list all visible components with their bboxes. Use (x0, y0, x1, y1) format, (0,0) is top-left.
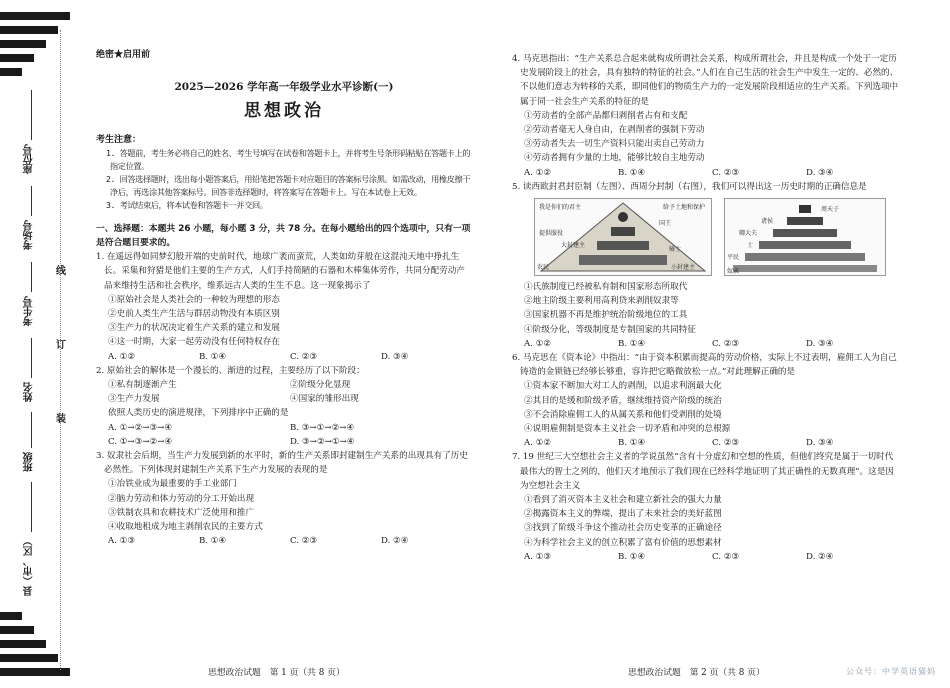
fig-caption: 卿大夫 (739, 230, 758, 238)
name-label: 姓名 (24, 382, 35, 402)
question-lead: 依照人类历史的演进规律，下列排序中正确的是 (108, 408, 289, 419)
notice-title: 考生注意： (96, 134, 142, 145)
fig-caption: 给予土地和保护 (663, 204, 706, 212)
student-info-binding (22, 90, 48, 630)
fill-line (31, 90, 32, 140)
choice-c: C. ②③ (712, 551, 740, 562)
stripe (0, 68, 22, 76)
notice-item: 2. 回答选择题时，选出每小题答案后，用铅笔把答题卡对应题目的答案标号涂黑。如需改动，用橡皮擦干净后，再选涂其他答案标号。回答非选择题时，将答案写在答题卡上。写在本试卷上无效。 (106, 173, 471, 197)
fig-caption: 奴隶 (727, 268, 740, 276)
question-stem: 1. 在遥远得如同梦幻般开端的史前时代，地球广袤而蛮荒，人类如幼芽般在这混沌天地中挣扎生长。采集和狩猎是他们主要的生产方式，人们手持简陋的石器和木棒集体劳作，共同分配劳动产品来维持生活和社会秩序，维系远古人类的生生不息。这一现象揭示了 (96, 252, 465, 291)
choice-b: B. ①④ (618, 167, 646, 178)
choice-c: C. ②③ (290, 351, 318, 362)
option: ④劳动者拥有少量的土地，能够比较自主地劳动 (524, 153, 705, 164)
option: ②史前人类生产生活与群居动物没有本质区别 (108, 309, 280, 320)
question-4 (512, 52, 900, 180)
stripe (0, 612, 22, 620)
choice-a: A. ①② (108, 351, 136, 362)
stage: ④国家的雏形出现 (290, 394, 359, 405)
option: ④阶级分化，等级制度是专制国家的共同特征 (524, 324, 696, 335)
question-6 (512, 351, 900, 450)
fill-line (31, 262, 32, 292)
stripe (0, 654, 58, 662)
seat-label: 座位号 (24, 144, 35, 174)
notice-item: 3. 考试结束后，将本试卷和答题卡一并交回。 (106, 199, 268, 210)
choice-c: C. ②③ (712, 438, 740, 449)
answer-choices (512, 337, 900, 351)
fig-caption: 农民 (537, 264, 550, 272)
choice-a: A. ①② (524, 338, 552, 349)
choice-a: A. ①② (524, 167, 552, 178)
answer-choices (512, 436, 900, 450)
exam-room-label: 考场号 (24, 220, 35, 250)
fig-caption: 平民 (727, 254, 740, 262)
question-1 (96, 250, 472, 364)
footer-right: 思想政治试题 第 2 页（共 8 页） (628, 668, 765, 678)
choice-d: D. ③④ (806, 167, 834, 178)
question-stem: 4. 马克思指出：“生产关系总合起来就构成所谓社会关系，构成所谓社会，并且是构成一个处于一定历史发展阶段上的社会，具有独特的特征的社会。”人们在自己生活的社会生产中发生一定的、必然的、不以他们意志为转移的关系，即同他们的物质生产力的一定发展阶段相适应的生产关系。下列选项中属于同一社会生产关系的特征的是 (512, 54, 899, 107)
question-stem: 6. 马克思在《资本论》中指出：“由于资本积累而提高的劳动价格，实际上不过表明，雇佣工人为自己铸造的金锁链已经够长够重，容许把它略微放松一点。”对此理解正确的是 (512, 353, 897, 378)
stage: ③生产力发展 (108, 394, 160, 405)
choice-a: A. ①→②→③→④ (108, 422, 173, 433)
choice-a: A. ①③ (524, 551, 552, 562)
question-7 (512, 450, 900, 564)
option: ③找到了阶级斗争这个推动社会历史变革的正确途径 (524, 523, 722, 534)
fig-caption: 士 (747, 242, 754, 250)
option: ②揭露资本主义的弊端，提出了未来社会的美好蓝图 (524, 509, 722, 520)
option: ①看到了消灭资本主义社会和建立新社会的强大力量 (524, 495, 722, 506)
stripe (0, 12, 70, 20)
option: ③生产力的状况决定着生产关系的建立和发展 (108, 323, 280, 334)
section-heading: 一、选择题：本题共 26 小题，每小题 3 分，共 78 分。在每小题给出的四个选项中，只有一项是符合题目要求的。 (96, 223, 471, 249)
choice-c: C. ①→③→②→④ (108, 436, 173, 447)
fig-caption: 国王 (659, 220, 672, 228)
subject-title: 思想政治 (244, 101, 324, 122)
choice-d: D. ③④ (806, 338, 834, 349)
exam-number-label: 考生号 (24, 296, 35, 326)
choice-d: D. ②④ (381, 536, 409, 547)
option: ③国家机器不再是维护统治阶级地位的工具 (524, 310, 688, 321)
fig-caption: 大封建主 (561, 242, 586, 250)
fig-caption: 小封建主 (671, 264, 696, 272)
footer-left: 思想政治试题 第 1 页（共 8 页） (208, 668, 345, 678)
stripe (0, 54, 34, 62)
option: ②劳动者毫无人身自由，在剥削者的强制下劳动 (524, 125, 705, 136)
pyramid-illustration (535, 199, 711, 275)
choice-b: B. ③→①→②→④ (290, 422, 355, 433)
notice-item: 1. 答题前，考生务必将自己的姓名、考生号填写在试卷和答题卡上，并将考生号条形码粘贴在答题卡上的指定位置。 (106, 147, 471, 171)
question-stem: 2. 原始社会的解体是一个漫长的、渐进的过程，主要经历了以下阶段： (96, 365, 365, 376)
option: ④这一时期，大家一起劳动没有任何特权存在 (108, 337, 280, 348)
question-2 (96, 364, 472, 449)
choice-d: D. ②④ (806, 551, 834, 562)
stage: ①私有制逐渐产生 (108, 380, 177, 391)
choice-b: B. ①④ (199, 351, 227, 362)
answer-choices (512, 166, 900, 180)
option: ④说明雇佣制是资本主义社会一切矛盾和冲突的总根源 (524, 424, 731, 435)
choice-c: C. ②③ (712, 167, 740, 178)
line-mark: 线 (56, 266, 66, 277)
page-left (96, 48, 472, 548)
option: ①劳动者的全部产品都归剥削者占有和支配 (524, 110, 688, 121)
option: ②地主阶级主要利用高利贷来剥削奴隶等 (524, 296, 679, 307)
enfeoffment-illustration (725, 199, 885, 275)
option: ①原始社会是人类社会的一种较为理想的形态 (108, 294, 280, 305)
answer-choices (96, 350, 472, 364)
choice-c: C. ②③ (712, 338, 740, 349)
exam-title: 2025—2026 学年高一年级学业水平诊断(一) (174, 81, 394, 94)
answer-choices (96, 421, 472, 449)
option: ③不会消除雇佣工人的从属关系和他们受剥削的处境 (524, 409, 722, 420)
option: ②其目的是缓和阶级矛盾，继续维持资产阶级的统治 (524, 395, 722, 406)
stripe (0, 640, 46, 648)
stage: ②阶级分化显现 (290, 380, 351, 391)
fig-caption: 骑士 (669, 246, 682, 254)
option: ②脑力劳动和体力劳动的分工开始出现 (108, 493, 255, 504)
answer-choices (96, 534, 472, 548)
fig-caption: 我是你们的君主 (539, 204, 582, 212)
question-5 (512, 180, 900, 351)
choice-d: D. ③④ (806, 438, 834, 449)
fig-caption: 提供服役 (539, 230, 564, 238)
choice-b: B. ①④ (618, 551, 646, 562)
fill-line (31, 338, 32, 378)
answer-choices (512, 550, 900, 564)
option: ④收取地租成为地主剥削农民的主要方式 (108, 522, 263, 533)
stripe (0, 40, 46, 48)
fill-line (31, 482, 32, 532)
option: ①冶铁业成为最重要的手工业部门 (108, 479, 237, 490)
feudal-pyramid-figure (534, 198, 712, 276)
question-stem: 7. 19 世纪三大空想社会主义者的学说虽然“含有十分虚幻和空想的性质，但他们终究是属于一切时代最伟大的智士之列的，他们天才地预示了我们现在已经科学地证明了其正确性的无数真理”。这是因为空想社会主义 (512, 452, 894, 491)
ding-mark: 订 (56, 340, 66, 351)
county-label: 县（市、区） (24, 536, 35, 596)
page-right (512, 52, 900, 564)
stripe (0, 26, 58, 34)
option: ③劳动者失去一切生产资料只能出卖自己劳动力 (524, 139, 705, 150)
question-stem: 5. 读西欧封君封臣制（左图）、西周分封制（右图），我们可以得出这一历史时期的正确信息是 (512, 181, 867, 192)
choice-d: D. ③④ (381, 351, 409, 362)
zhou-enfeoffment-figure (724, 198, 886, 276)
watermark: 公众号：中学英语猫妈 (846, 667, 936, 676)
choice-b: B. ①④ (199, 536, 227, 547)
choice-a: A. ①② (524, 438, 552, 449)
class-label: 班级 (24, 452, 35, 472)
fill-line (31, 186, 32, 216)
stage-list (96, 378, 472, 406)
question-3 (96, 449, 472, 548)
option: ①氏族制度已经被私有制和国家形态所取代 (524, 282, 688, 293)
choice-d: D. ③→②→①→④ (290, 436, 355, 447)
fill-line (31, 412, 32, 448)
secret-mark: 绝密★启用前 (96, 50, 151, 60)
option: ④为科学社会主义的创立积累了富有价值的思想素材 (524, 537, 722, 548)
question-stem: 3. 奴隶社会后期，当生产力发展到新的水平时，新的生产关系即封建制生产关系的出现具有了历史必然性。下列体现封建制生产关系下生产力发展的表现的是 (96, 451, 468, 476)
choice-c: C. ②③ (290, 536, 318, 547)
choice-b: B. ①④ (618, 438, 646, 449)
figure-row (534, 198, 900, 276)
fig-caption: 周天子 (821, 206, 840, 214)
option: ①资本家不断加大对工人的剥削，以追求利润最大化 (524, 381, 722, 392)
option: ③铁制农具和农耕技术广泛使用和推广 (108, 507, 255, 518)
choice-a: A. ①③ (108, 536, 136, 547)
fig-caption: 诸侯 (761, 218, 774, 226)
zhuang-mark: 装 (56, 414, 66, 425)
choice-b: B. ①④ (618, 338, 646, 349)
